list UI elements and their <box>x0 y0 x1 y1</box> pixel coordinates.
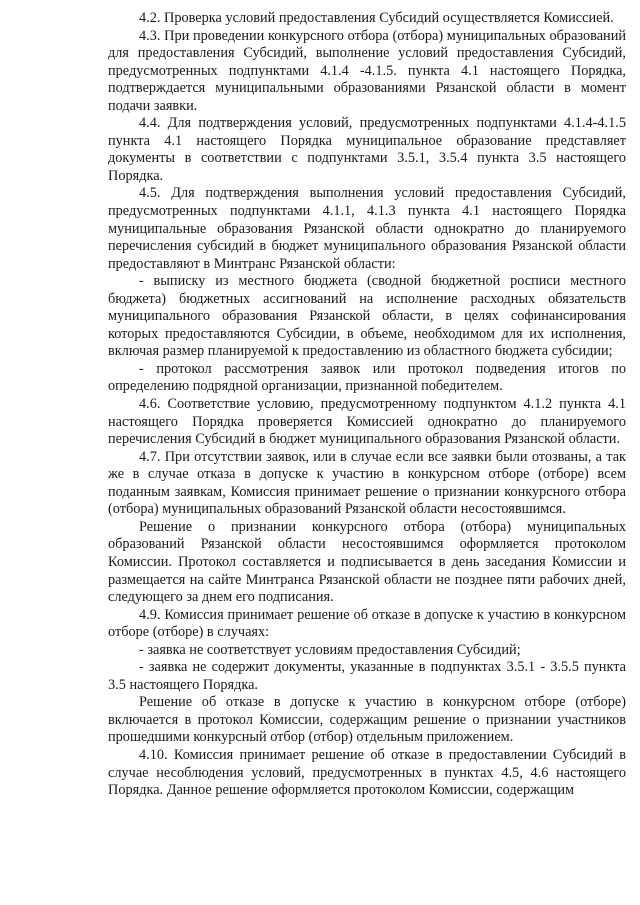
paragraph-4-4: 4.4. Для подтверждения условий, предусмотренных подпунктами 4.1.4-4.1.5 пункта 4.1 настоящего Порядка муниципальное образование представляет документы в соответствии с подпунктами 3.5.1, 3.5.4 пункта 3.5 настоящего Порядка. <box>108 115 626 184</box>
list-item-budget-extract: - выписку из местного бюджета (сводной бюджетной росписи местного бюджета) бюджетных ассигнований на исполнение расходных обязательств муниципального образования Рязанской области, в целях софинансирования которых предоставляются Субсидии, в объеме, необходимом для их исполнения, включая размер планируемой к предоставлению из областного бюджета субсидии; <box>108 273 626 360</box>
paragraph-4-2: 4.2. Проверка условий предоставления Субсидий осуществляется Комиссией. <box>139 10 614 26</box>
paragraph-4-3: 4.3. При проведении конкурсного отбора (отбора) муниципальных образований для предоставления Субсидий, выполнение условий предоставления Субсидий, предусмотренных подпунктами 4.1.4 -4.1.5. пункта 4.1 настоящего Порядка, подтверждается муниципальными образованиями Рязанской области в момент подачи заявки. <box>108 27 626 114</box>
list-item-missing-documents: - заявка не содержит документы, указанные в подпунктах 3.5.1 - 3.5.5 пункта 3.5 настоящего Порядка. <box>108 659 626 693</box>
paragraph-decision-refusal: Решение об отказе в допуске к участию в конкурсном отборе (отборе) включается в протокол Комиссии, содержащим решение о признании участников прошедшими конкурсный отбор (отбор) отдельным приложением. <box>108 694 626 746</box>
paragraph-4-6: 4.6. Соответствие условию, предусмотренному подпунктом 4.1.2 пункта 4.1 настоящего Порядка проверяется Комиссией однократно до планируемого перечисления Субсидий в бюджет муниципального образования Рязанской области. <box>108 396 626 448</box>
paragraph-4-7: 4.7. При отсутствии заявок, или в случае если все заявки были отозваны, а так же в случае отказа в допуске к участию в конкурсном отборе (отборе) всем поданным заявкам, Комиссия принимает решение о признании конкурсного отбора (отбора) муниципальных образований Рязанской области несостоявшимся. <box>108 448 626 518</box>
paragraph-4-5: 4.5. Для подтверждения выполнения условий предоставления Субсидий, предусмотренных подпунктами 4.1.1, 4.1.3 пункта 4.1 настоящего Порядка муниципальные образования Рязанской области однократно до планируемого перечисления субсидий в бюджет муниципального образования Рязанской области предоставляют в Минтранс Рязанской области: <box>108 185 626 272</box>
paragraph-4-10: 4.10. Комиссия принимает решение об отказе в предоставлении Субсидий в случае несоблюдения условий, предусмотренных в пунктах 4.5, 4.6 настоящего Порядка. Данное решение оформляется протоколом Комиссии, содержащим <box>108 746 626 799</box>
paragraph-decision-failed: Решение о признании конкурсного отбора (отбора) муниципальных образований Рязанской области несостоявшимся оформляется протоколом Комиссии. Протокол составляется и подписывается в день заседания Комиссии и размещается на сайте Минтранса Рязанской области не позднее пяти рабочих дней, следующего за днем его подписания. <box>108 518 626 606</box>
paragraph-4-9: 4.9. Комиссия принимает решение об отказе в допуске к участию в конкурсном отборе (отборе) в случаях: <box>108 606 626 641</box>
list-item-protocol: - протокол рассмотрения заявок или протокол подведения итогов по определению подрядной организации, признанной победителем. <box>108 360 626 395</box>
list-item-noncompliant: - заявка не соответствует условиям предоставления Субсидий; <box>139 641 521 658</box>
